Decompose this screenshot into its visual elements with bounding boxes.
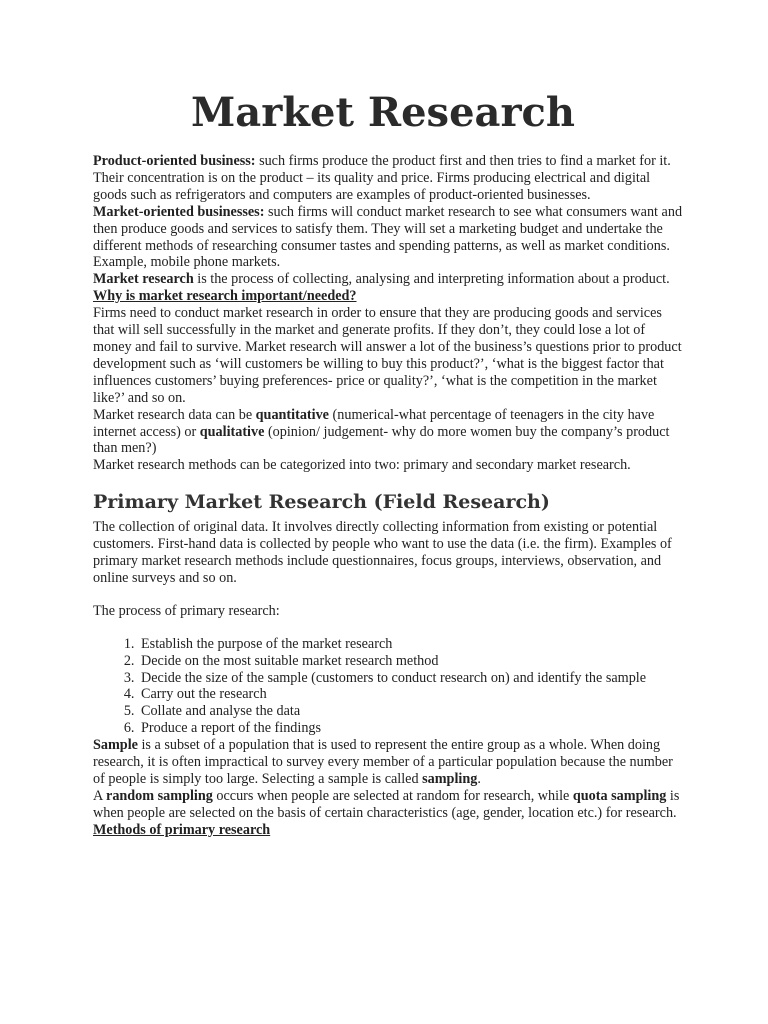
term-market-oriented: Market-oriented businesses: [93,203,265,220]
term-quota-sampling: quota sampling [572,787,667,804]
data-types-text-a: Market research data can be [93,406,256,423]
term-sampling: sampling [422,771,478,787]
paragraph-market-oriented [93,204,683,272]
sampling-types-text-d: is when people are selected on the basis of certain characteristics (age, gender, location etc.) for research. [93,787,680,821]
term-product-oriented: Product-oriented business: [93,153,256,169]
paragraph-process-intro: The process of primary research: [93,602,280,619]
list-item: 3. Decide the size of the sample (customers to conduct research on) and identify the sample [138,670,683,687]
spacer [93,620,683,636]
product-oriented-text: such firms produce the product first and then tries to find a market for it. Their concentration is on the product – its quality and price. Firms producing electrical and digital goods such as refrigerators and computers are examples of product-oriented businesses. [93,153,671,203]
paragraph-market-research-definition [93,271,683,288]
paragraph-methods-categories: Market research methods can be categorized into two: primary and secondary market research. [93,457,631,474]
list-item: 4. Carry out the research [138,686,683,703]
market-research-definition-text: is the process of collecting, analysing and interpreting information about a product. [193,271,670,288]
methods-heading-text: Methods of primary research [93,821,271,838]
spacer [93,587,683,603]
paragraph-sample [93,737,683,788]
paragraph-sampling-types [93,788,683,822]
paragraph-data-types [93,407,683,458]
why-heading [93,288,683,305]
list-item: 2. Decide on the most suitable market research method [138,653,683,670]
list-item: 1. Establish the purpose of the market research [138,636,683,653]
market-oriented-text: such firms will conduct market research to see what consumers want and then produce goods and services to satisfy them. They will set a marketing budget and undertake the different methods of researching consumer tastes and spending patterns, as well as market conditions. Example, mobile phone markets. [93,203,683,271]
term-market-research: Market research [93,271,194,288]
document-body [93,153,683,839]
paragraph-product-oriented [93,153,683,204]
list-item: 5. Collate and analyse the data [138,703,683,720]
term-sample: Sample [93,737,138,754]
sampling-types-text-a: A [93,787,107,804]
sample-text-a: is a subset of a population that is used to represent the entire group as a whole. When doing research, it is often impractical to survey every member of a particular population because the number of people is simply too large. Selecting a sample is called [93,737,673,787]
page-title: Market Research [191,89,575,136]
methods-heading [93,822,683,839]
why-heading-text: Why is market research important/needed? [93,288,357,305]
term-quantitative: quantitative [255,406,329,423]
paragraph-why: Firms need to conduct market research in order to ensure that they are producing goods and services that will sell successfully in the market and generate profits. If they don’t, they could lose a lot of money and fail to survive. Market research will answer a lot of the business’s questions prior to product development such as ‘will customers be willing to buy this product?’, ‘what is the biggest factor that influences customers’ buying preferences- price or quality?’, ‘what is the competition in the market like?’ and so on. [93,305,682,406]
sampling-types-text-c: occurs when people are selected at random for research, while [212,787,573,804]
data-types-text-c: (numerical-what percentage of teenagers in the city have internet access) or [93,406,655,440]
section-heading-primary: Primary Market Research (Field Research) [93,491,550,514]
process-steps-list [93,636,683,737]
paragraph-primary-definition: The collection of original data. It involves directly collecting information from existing or potential customers. First-hand data is collected by people who want to use the data (i.e. the firm). Examples of primary market research methods include questionnaires, focus groups, interviews, observation, and online surveys and so on. [93,519,672,586]
data-types-text-d: (opinion/ judgement- why do more women buy the company’s product than men?) [93,423,670,457]
list-item: 6. Produce a report of the findings [138,720,683,737]
term-random-sampling: random sampling [106,787,213,804]
sample-text-c: . [477,771,481,787]
term-qualitative: qualitative [199,423,265,440]
